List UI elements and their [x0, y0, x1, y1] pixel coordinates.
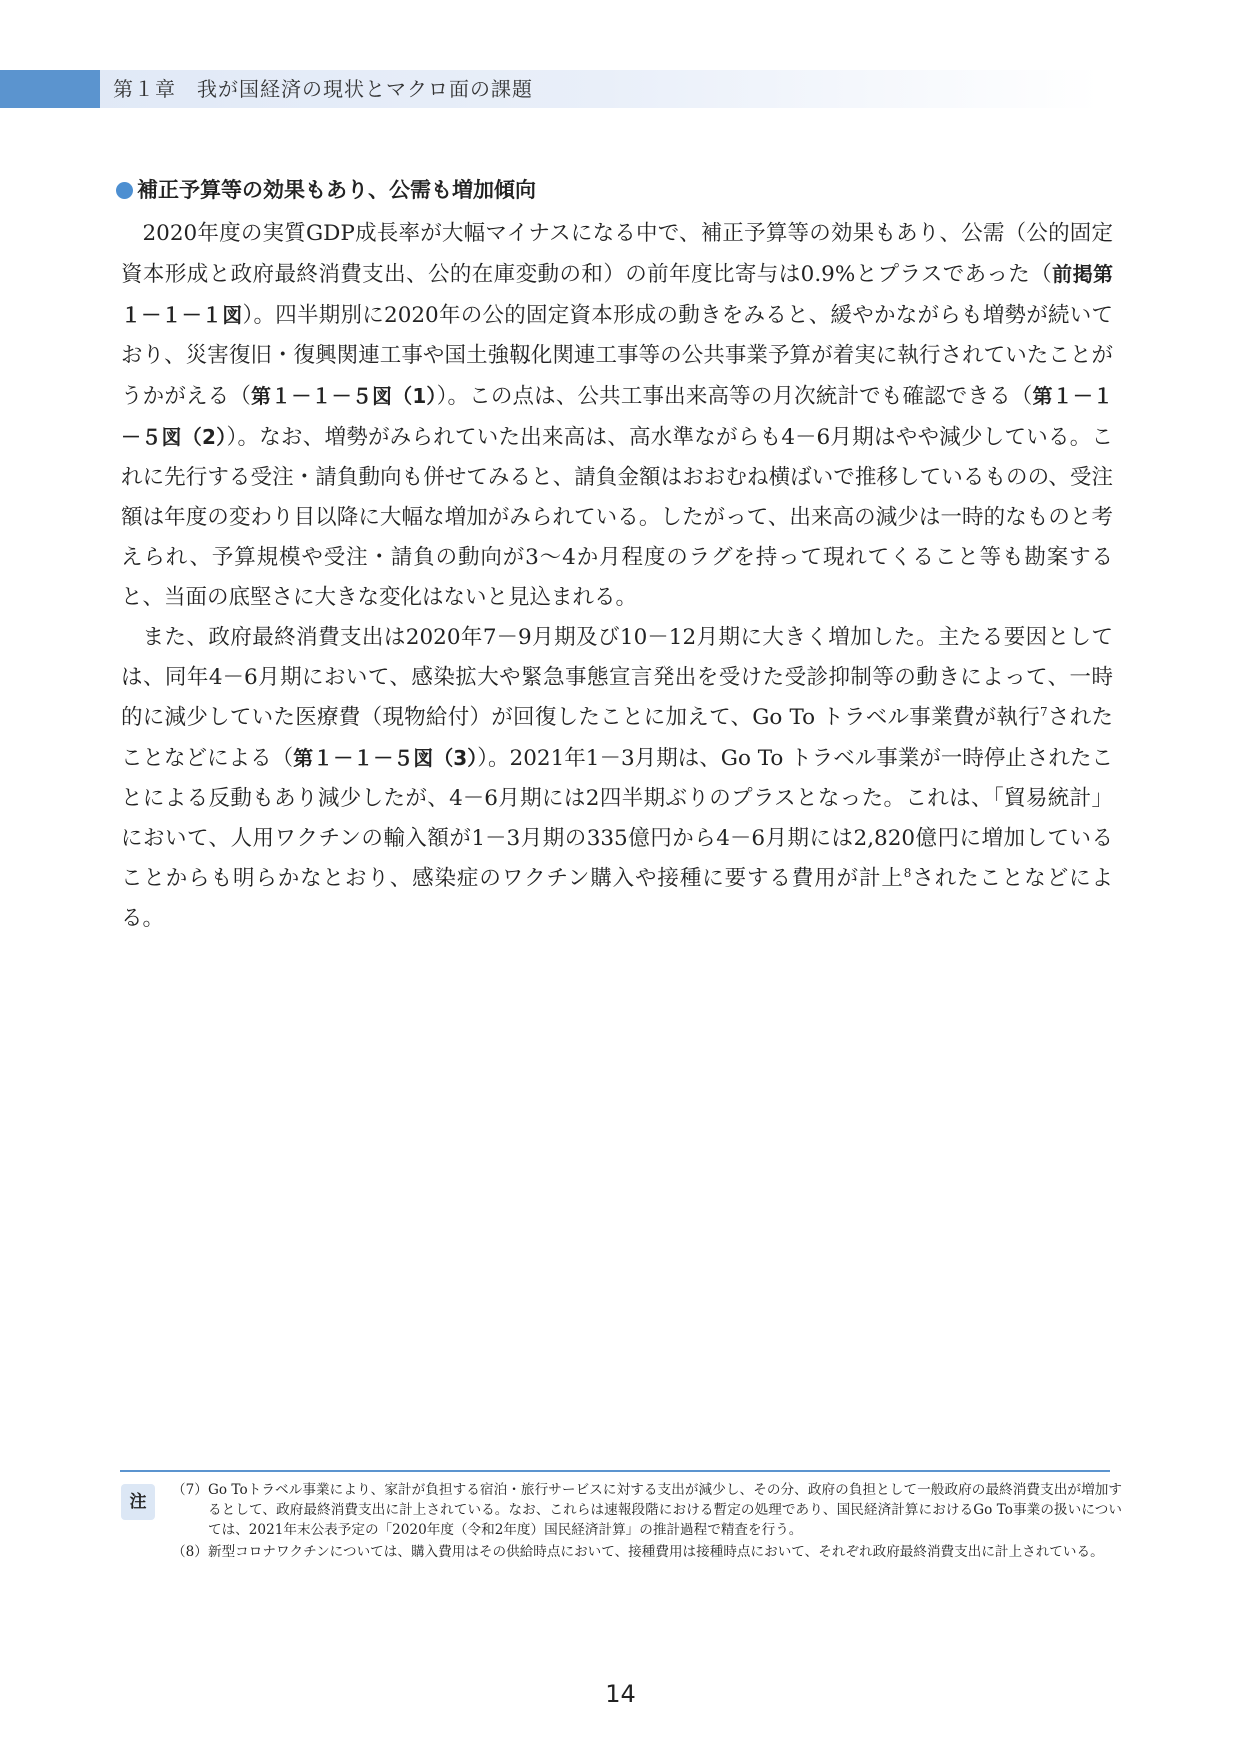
text-run: ）。この点は、公共工事出来高等の月次統計でも確認できる（: [436, 384, 1033, 409]
text-run: されたことなどによる。: [121, 866, 1113, 931]
figure-reference: 第１－１－５図（3）: [293, 746, 478, 770]
footnote-text: 新型コロナワクチンについては、購入費用はその供給時点において、接種費用は接種時点において、それぞれ政府最終消費支出に計上されている。: [208, 1544, 1104, 1560]
text-run: また、政府最終消費支出は2020年7－9月期及び10－12月期に大きく増加した。主たる要因としては、同年4－6月期において、感染拡大や緊急事態宣言発出を受けた受診抑制等の動きによって、一時的に減少していた医療費（現物給付）が回復したことに加えて、Go To トラベル事業費が執行: [121, 625, 1113, 730]
section-heading-text: 補正予算等の効果もあり、公需も増加傾向: [137, 178, 536, 202]
text-run: ）。四半期別に2020年の公的固定資本形成の動きをみると、緩やかながらも増勢が続いており、災害復旧・復興関連工事や国土強靱化関連工事等の公共事業予算が着実に執行されていたことがうかがえる（: [121, 303, 1113, 409]
notes-label: 注: [121, 1484, 155, 1520]
footnotes: [172, 1480, 1122, 1564]
footnote-text: Go Toトラベル事業により、家計が負担する宿泊・旅行サービスに対する支出が減少し、その分、政府の負担として一般政府の最終消費支出が増加するとして、政府最終消費支出に計上されている。なお、これらは速報段階における暫定の処理であり、国民経済計算におけるGo To事業の扱いについては、2021年末公表予定の「2020年度（令和2年度）国民経済計算」の推計過程で精査を行う。: [208, 1482, 1122, 1538]
paragraph-2: [121, 618, 1113, 939]
paragraph-1: [121, 214, 1113, 618]
figure-reference: 前掲第１－１－１図: [121, 262, 1114, 327]
text-run: ）。2021年1－3月期は、Go To トラベル事業が一時停止されたことによる反動もあり減少したが、4－6月期には2四半期ぶりのプラスとなった。これは、「貿易統計」において、人用ワクチンの輸入額が1－3月期の335億円から4－6月期には2,820億円に増加していることからも明らかなとおり、感染症のワクチン購入や接種に要する費用が計上: [121, 746, 1113, 891]
chapter-header-tab: [0, 70, 100, 108]
notes-divider: [120, 1470, 1110, 1472]
footnote-marker: 8: [903, 865, 912, 880]
page-number: 14: [605, 1680, 636, 1708]
figure-reference: 第１－１－５図（2）: [121, 384, 1113, 449]
footnote-number: （8）: [172, 1544, 208, 1560]
text-run: ）。なお、増勢がみられていた出来高は、高水準ながらも4－6月期はやや減少している。これに先行する受注・請負動向も併せてみると、請負金額はおおむね横ばいで推移しているものの、受注額は年度の変わり目以降に大幅な増加がみられている。したがって、出来高の減少は一時的なものと考えられ、予算規模や受注・請負の動向が3～4か月程度のラグを持って現れてくること等も勘案すると、当面の底堅さに大きな変化はないと見込まれる。: [121, 425, 1113, 610]
section-heading: [116, 175, 536, 205]
footnote-item: [172, 1480, 1122, 1540]
chapter-title: 第１章 我が国経済の現状とマクロ面の課題: [113, 77, 533, 101]
footnote-marker: 7: [1040, 704, 1048, 719]
footnote-number: （7）: [172, 1482, 208, 1498]
text-run: されたことなどによる（: [121, 705, 1113, 771]
body-text: [121, 214, 1113, 939]
footnote-item: [172, 1542, 1122, 1562]
bullet-circle-icon: [116, 182, 133, 199]
figure-reference: 第１－１－５図（1）: [251, 384, 437, 408]
text-run: 2020年度の実質GDP成長率が大幅マイナスになる中で、補正予算等の効果もあり、公需（公的固定資本形成と政府最終消費支出、公的在庫変動の和）の前年度比寄与は0.9%とプラスであった（: [121, 221, 1113, 287]
